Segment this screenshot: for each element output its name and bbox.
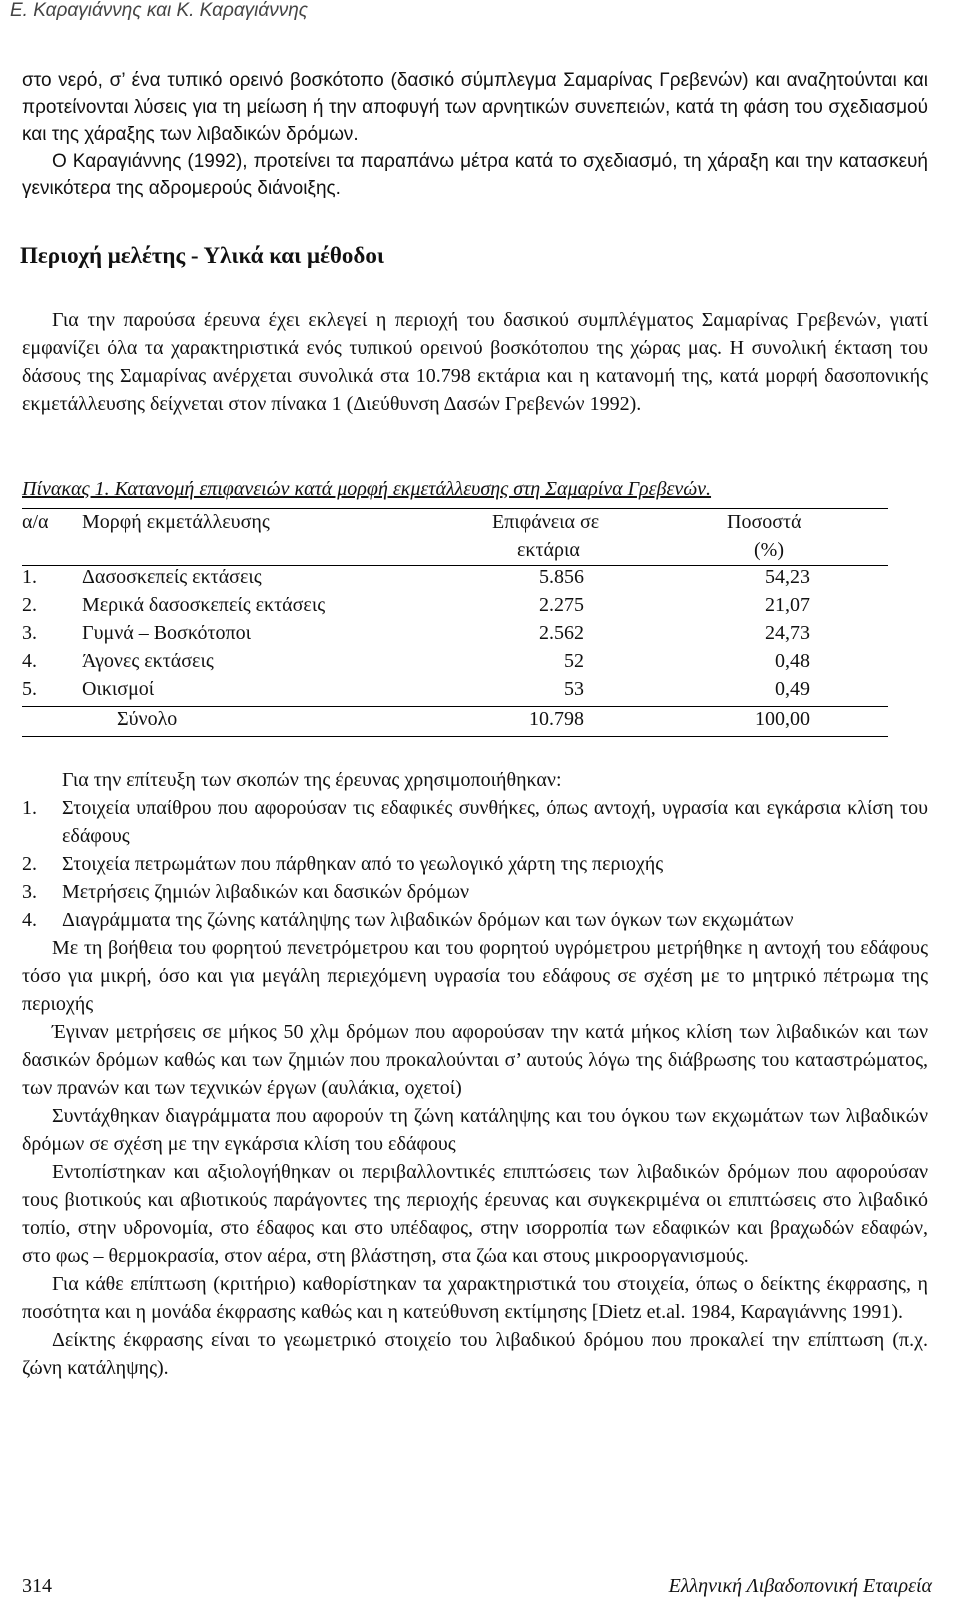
- section-heading: Περιοχή μελέτης - Υλικά και μέθοδοι: [20, 243, 384, 268]
- row-num: 3.: [22, 622, 37, 644]
- total-label: Σύνολο: [117, 708, 178, 730]
- methods-paragraph-3: Συντάχθηκαν διαγράμματα που αφορούν τη ζώνη κατάληψης και του όγκου των εκχωμάτων των λιβαδικών δρόμων σε σχέση με την εγκάρσια κλίση του εδάφους: [22, 1105, 928, 1155]
- methods-paragraph-1: Με τη βοήθεια του φορητού πενετρόμετρου και του φορητού υγρόμετρου μετρήθηκε η αντοχή του εδάφους τόσο για μικρή, όσο και για μεγάλη περιεχόμενη υγρασία του εδάφους σε σχέση με το μητρικό πέτρωμα της περιοχής: [22, 937, 928, 1015]
- row-area: 5.856: [539, 566, 584, 588]
- table-total-rule: [22, 706, 888, 707]
- study-area-paragraph: Για την παρούσα έρευνα έχει εκλεγεί η περιοχή του δασικού συμπλέγματος Σαμαρίνας Γρεβενών, γιατί εμφανίζει όλα τα χαρακτηριστικά ενός τυπικού ορεινού βοσκότοπου της χώρας μας. Η συνολική έκταση του δάσους της Σαμαρίνας ανέρχεται συνολικά στα 10.798 εκτάρια και η κατανομή της, κατά μορφή δασοπονικής εκμετάλλευσης δείχνεται στον πίνακα 1 (Διεύθυνση Δασών Γρεβενών 1992).: [22, 309, 928, 415]
- running-head: Ε. Καραγιάννης και Κ. Καραγιάννης: [10, 0, 309, 21]
- list-item: [22, 878, 928, 906]
- row-form: Οικισμοί: [82, 678, 155, 700]
- row-area: 2.562: [539, 622, 584, 644]
- methods-paragraph-5: Για κάθε επίπτωση (κριτήριο) καθορίστηκαν τα χαρακτηριστικά του στοιχεία, όπως ο δείκτης έκφρασης, η ποσότητα και η μονάδα έκφρασης καθώς και η κατεύθυνση εκτίμησης [Dietz et.al. 1984, Καραγιάννης 1991).: [22, 1273, 928, 1323]
- row-num: 5.: [22, 678, 37, 700]
- society-name: Ελληνική Λιβαδοπονική Εταιρεία: [668, 1575, 932, 1597]
- intro-paragraph-2: Ο Καραγιάννης (1992), προτείνει τα παραπάνω μέτρα κατά το σχεδιασμό, τη χάραξη και την κατασκευή γενικότερα της αδρομερούς διάνοιξης.: [22, 151, 928, 199]
- list-item-number: 2.: [22, 853, 37, 875]
- header-pct-line1: Ποσοστά: [727, 511, 802, 533]
- table-top-rule: [22, 508, 888, 509]
- header-area-line2: εκτάρια: [517, 539, 580, 561]
- methods-section: [22, 766, 928, 1382]
- list-item-text: Μετρήσεις ζημιών λιβαδικών και δασικών δρόμων: [62, 881, 470, 903]
- page-number: 314: [22, 1575, 52, 1597]
- list-item-number: 3.: [22, 881, 37, 903]
- header-form: Μορφή εκμετάλλευσης: [82, 511, 270, 533]
- total-pct: 100,00: [755, 708, 810, 730]
- row-area: 2.275: [539, 594, 584, 616]
- list-item: [22, 906, 928, 934]
- row-num: 4.: [22, 650, 37, 672]
- row-area: 53: [564, 678, 584, 700]
- methods-paragraph-4: Εντοπίστηκαν και αξιολογήθηκαν οι περιβαλλοντικές επιπτώσεις των λιβαδικών δρόμων που αφορούσαν τους βιοτικούς και αβιοτικούς παράγοντες της περιοχής έρευνας και συγκεκριμένα οι επιπτώσεις στο λιβαδικό τοπίο, στην υδρονομία, στο έδαφος και στο υπέδαφος, στην ισορροπία των εδαφικών και βραχωδών εδαφών, στο φως – θερμοκρασία, στον αέρα, στη βλάστηση, στα ζώα και στους μικροοργανισμούς.: [22, 1161, 928, 1267]
- row-num: 1.: [22, 566, 37, 588]
- header-num: α/α: [22, 511, 49, 533]
- row-form: Μερικά δασοσκεπείς εκτάσεις: [82, 594, 326, 616]
- row-form: Άγονες εκτάσεις: [82, 650, 214, 672]
- row-area: 52: [564, 650, 584, 672]
- methods-paragraph-2: Έγιναν μετρήσεις σε μήκος 50 χλμ δρόμων που αφορούσαν την κατά μήκος κλίση των λιβαδικών και των δασικών δρόμων καθώς και των ζημιών που προκαλούνται σ’ αυτούς λόγω της διάβρωσης του καταστρώματος, των πρανών και των τεχνικών έργων (αυλάκια, οχετοί): [22, 1021, 928, 1099]
- row-pct: 54,23: [765, 566, 810, 588]
- table-bottom-rule: [22, 736, 888, 737]
- list-item-text: Στοιχεία πετρωμάτων που πάρθηκαν από το γεωλογικό χάρτη της περιοχής: [62, 853, 664, 875]
- list-item-text: Στοιχεία υπαίθρου που αφορούσαν τις εδαφικές συνθήκες, όπως αντοχή, υγρασία και εγκάρσια κλίση του εδάφους: [62, 797, 928, 847]
- row-form: Δασοσκεπείς εκτάσεις: [82, 566, 262, 588]
- row-pct: 0,48: [775, 650, 810, 672]
- row-pct: 21,07: [765, 594, 810, 616]
- row-pct: 24,73: [765, 622, 810, 644]
- methods-paragraph-6: Δείκτης έκφρασης είναι το γεωμετρικό στοιχείο του λιβαδικού δρόμου που προκαλεί την επίπτωση (π.χ. ζώνη κατάληψης).: [22, 1329, 928, 1379]
- header-area-line1: Επιφάνεια σε: [492, 511, 600, 533]
- list-item: [22, 794, 928, 850]
- total-area: 10.798: [529, 708, 584, 730]
- header-pct-line2: (%): [754, 539, 784, 561]
- list-item: [22, 850, 928, 878]
- intro-paragraph-1: στο νερό, σ’ ένα τυπικό ορεινό βοσκότοπο (δασικό σύμπλεγμα Σαμαρίνας Γρεβενών) και αναζητούνται και προτείνονται λύσεις για τη μείωση ή την αποφυγή των αρνητικών συνεπειών, κατά τη φάση του σχεδιασμού και της χάραξης των λιβαδικών δρόμων.: [22, 70, 928, 145]
- row-num: 2.: [22, 594, 37, 616]
- table-caption: Πίνακας 1. Κατανομή επιφανειών κατά μορφή εκμετάλλευσης στη Σαμαρίνα Γρεβενών.: [22, 478, 712, 500]
- row-form: Γυμνά – Βοσκότοποι: [82, 622, 251, 644]
- list-item-number: 1.: [22, 797, 37, 819]
- methods-intro: Για την επίτευξη των σκοπών της έρευνας χρησιμοποιήθηκαν:: [62, 769, 562, 791]
- list-item-number: 4.: [22, 909, 37, 931]
- list-item-text: Διαγράμματα της ζώνης κατάληψης των λιβαδικών δρόμων και των όγκων των εκχωμάτων: [62, 909, 794, 931]
- row-pct: 0,49: [775, 678, 810, 700]
